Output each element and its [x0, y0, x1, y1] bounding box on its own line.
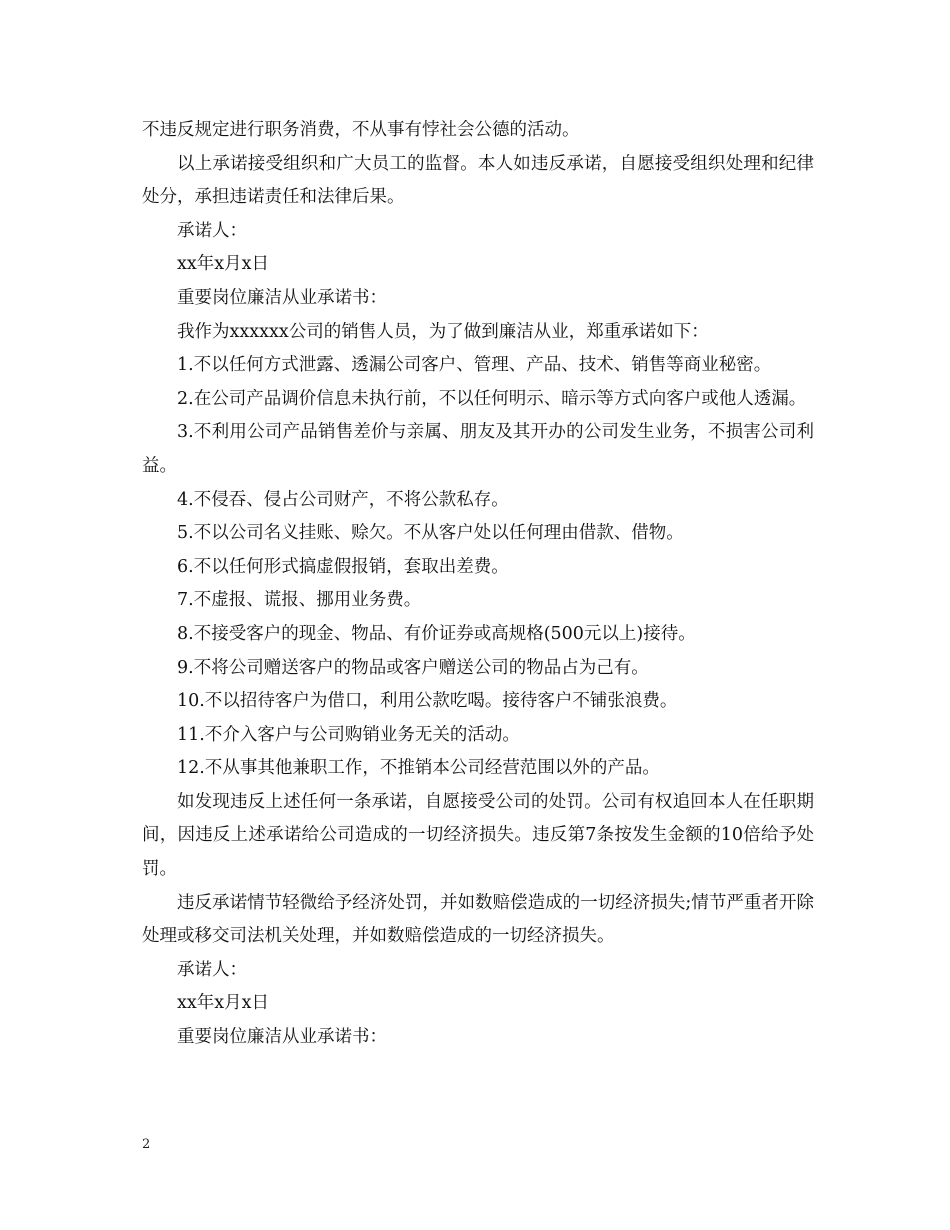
- commitment-item-10: 10.不以招待客户为借口，利用公款吃喝。接待客户不铺张浪费。: [177, 691, 678, 712]
- page-number: 2: [142, 1137, 151, 1152]
- document-body: [142, 114, 814, 1055]
- signer-label-2: 承诺人：: [177, 959, 247, 980]
- paragraph-penalty: 如发现违反上述任何一条承诺，自愿接受公司的处罚。公司有权追回本人在任职期间，因违反上述承诺给公司造成的一切经济损失。违反第7条按发生金额的10倍给予处罚。: [142, 791, 814, 880]
- date-line: xx年x月x日: [177, 254, 269, 275]
- paragraph-continuation: 不违反规定进行职务消费，不从事有悖社会公德的活动。: [142, 120, 580, 140]
- commitment-item-1: 1.不以任何方式泄露、透漏公司客户、管理、产品、技术、销售等商业秘密。: [177, 355, 772, 376]
- paragraph-supervision-statement: 以上承诺接受组织和广大员工的监督。本人如违反承诺，自愿接受组织处理和纪律处分，承担违诺责任和法律后果。: [142, 153, 814, 208]
- section-heading: 重要岗位廉洁从业承诺书：: [177, 287, 387, 308]
- commitment-item-9: 9.不将公司赠送客户的物品或客户赠送公司的物品占为己有。: [177, 657, 649, 678]
- commitment-item-4: 4.不侵吞、侵占公司财产，不将公款私存。: [177, 489, 509, 510]
- commitment-item-7: 7.不虚报、谎报、挪用业务费。: [177, 590, 422, 611]
- section-heading-2: 重要岗位廉洁从业承诺书：: [177, 1027, 387, 1048]
- commitment-item-3: 3.不利用公司产品销售差价与亲属、朋友及其开办的公司发生业务，不损害公司利益。: [142, 422, 814, 476]
- signer-label: 承诺人：: [177, 220, 247, 241]
- commitment-item-8: 8.不接受客户的现金、物品、有价证券或高规格(500元以上)接待。: [177, 623, 696, 644]
- commitment-item-6: 6.不以任何形式搞虚假报销，套取出差费。: [177, 556, 509, 577]
- commitment-item-5: 5.不以公司名义挂账、赊欠。不从客户处以任何理由借款、借物。: [177, 523, 684, 544]
- commitment-item-12: 12.不从事其他兼职工作，不推销本公司经营范围以外的产品。: [177, 758, 660, 779]
- paragraph-intro: 我作为xxxxxx公司的销售人员，为了做到廉洁从业，郑重承诺如下：: [177, 321, 709, 342]
- commitment-item-11: 11.不介入客户与公司购销业务无关的活动。: [177, 724, 520, 745]
- commitment-item-2: 2.在公司产品调价信息未执行前，不以任何明示、暗示等方式向客户或他人透漏。: [177, 388, 807, 409]
- paragraph-violation-consequence: 违反承诺情节轻微给予经济处罚，并如数赔偿造成的一切经济损失;情节严重者开除处理或移交司法机关处理，并如数赔偿造成的一切经济损失。: [142, 892, 814, 947]
- date-line-2: xx年x月x日: [177, 993, 269, 1014]
